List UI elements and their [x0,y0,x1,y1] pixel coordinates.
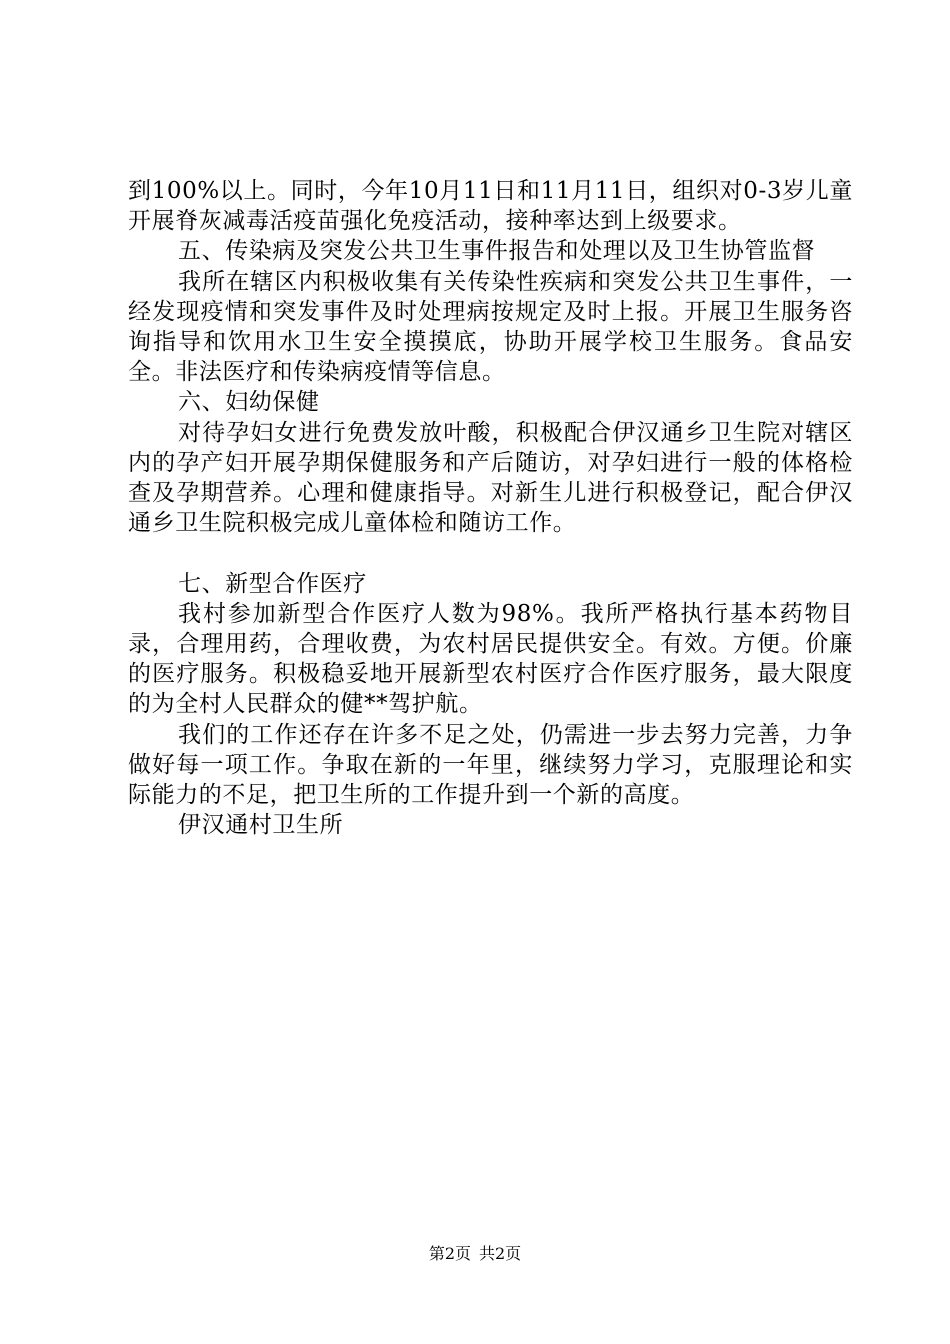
paragraph-conclusion: 我们的工作还存在许多不足之处，仍需进一步去努力完善，力争做好每一项工作。争取在新的一年里，继续努力学习，克服理论和实际能力的不足，把卫生所的工作提升到一个新的高度。 [128,721,853,809]
section-heading-cooperative-medical: 七、新型合作医疗 [178,570,367,597]
paragraph-infectious-disease: 我所在辖区内积极收集有关传染性疾病和突发公共卫生事件，一经发现疫情和突发事件及时处理病按规定及时上报。开展卫生服务咨询指导和饮用水卫生安全摸摸底，协助开展学校卫生服务。食品安全。非法医疗和传染病疫情等信息。 [128,268,853,386]
paragraph-maternal-child: 对待孕妇女进行免费发放叶酸，积极配合伊汉通乡卫生院对辖区内的孕产妇开展孕期保健服务和产后随访，对孕妇进行一般的体格检查及孕期营养。心理和健康指导。对新生儿进行积极登记，配合伊汉通乡卫生院积极完成儿童体检和随访工作。 [128,419,853,537]
section-heading-maternal-child: 六、妇幼保健 [178,389,320,416]
blank-line [128,538,853,568]
page-number: 第2页 [428,1244,471,1263]
paragraph-cooperative-medical: 我村参加新型合作医疗人数为98%。我所严格执行基本药物目录，合理用药，合理收费，为农村居民提供安全。有效。方便。价廉的医疗服务。积极稳妥地开展新型农村医疗合作医疗服务，最大限度的为全村人民群众的健**驾护航。 [128,600,853,718]
section-heading-infectious-disease: 五、传染病及突发公共卫生事件报告和处理以及卫生协管监督 [178,238,816,265]
page-total: 共2页 [479,1244,522,1263]
page-footer [0,1244,950,1264]
document-body [128,176,853,840]
paragraph-vaccination: 到100%以上。同时，今年10月11日和11月11日，组织对0-3岁儿童开展脊灰减毒活疫苗强化免疫活动，接种率达到上级要求。 [128,178,853,235]
signature-organization: 伊汉通村卫生所 [178,812,344,839]
